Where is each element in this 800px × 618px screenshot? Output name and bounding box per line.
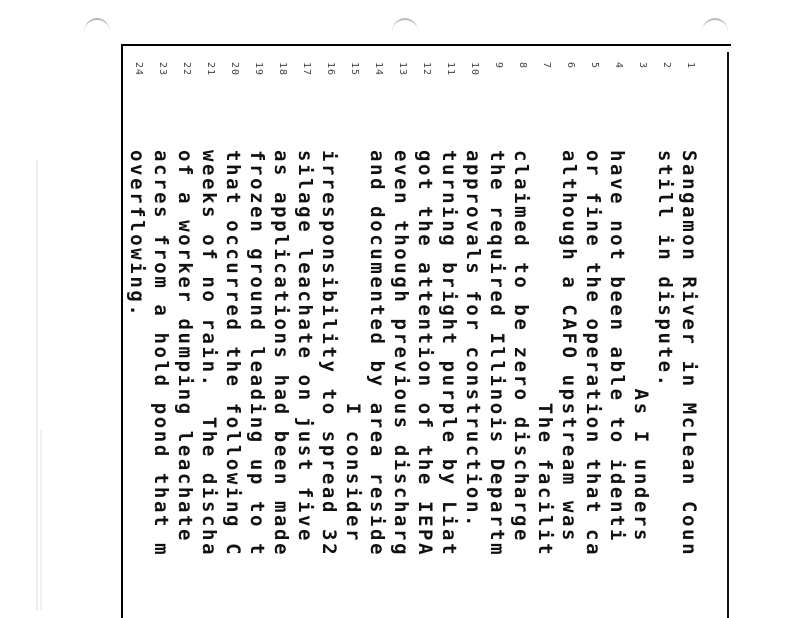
transcript-line (316, 62, 340, 618)
line-text: have not been able to identi (606, 150, 628, 544)
line-text: The facilit (534, 150, 556, 558)
scan-artifact (36, 160, 38, 610)
line-number: 12 (421, 62, 432, 77)
line-text: got the attention of the IEPA (414, 150, 436, 558)
line-text: as applications had been made (270, 150, 292, 558)
binder-hole-left (84, 18, 110, 46)
transcript-line (196, 62, 220, 618)
line-text: that occurred the following C (222, 150, 244, 558)
transcript-line (652, 62, 676, 618)
transcript-line (580, 62, 604, 618)
line-number: 1 (685, 62, 696, 70)
line-number: 2 (661, 62, 672, 70)
line-number: 22 (181, 62, 192, 77)
transcript-line (268, 62, 292, 618)
line-text: approvals for construction. (462, 150, 484, 530)
line-text: although a CAFO upstream was (558, 150, 580, 544)
line-number: 16 (325, 62, 336, 77)
line-number: 18 (277, 62, 288, 77)
line-number: 11 (445, 62, 456, 77)
transcript-line (676, 62, 700, 618)
transcript-line (412, 62, 436, 618)
line-text: turning bright purple by Liat (438, 150, 460, 558)
line-number: 24 (133, 62, 144, 77)
scan-artifact (40, 430, 42, 610)
line-text: silage leachate on just five (294, 150, 316, 544)
line-number: 8 (517, 62, 528, 70)
line-text: As I unders (630, 150, 652, 544)
transcript-line (484, 62, 508, 618)
page-right-margin-line (727, 52, 729, 618)
transcript-line (124, 62, 148, 618)
line-number: 7 (541, 62, 552, 70)
line-text: irresponsibility to spread 32 (318, 150, 340, 558)
line-number: 3 (637, 62, 648, 70)
line-text: Sangamon River in McLean Coun (678, 150, 700, 558)
line-number: 6 (565, 62, 576, 70)
transcript-line (148, 62, 172, 618)
binder-hole-right (702, 18, 728, 46)
line-number: 5 (589, 62, 600, 70)
line-number: 23 (157, 62, 168, 77)
line-number: 19 (253, 62, 264, 77)
transcript-line (244, 62, 268, 618)
line-number: 14 (373, 62, 384, 77)
transcript-line (628, 62, 652, 618)
transcript-line (172, 62, 196, 618)
line-text: acres from a hold pond that m (150, 150, 172, 558)
line-number: 17 (301, 62, 312, 77)
transcript-line (220, 62, 244, 618)
line-number: 13 (397, 62, 408, 77)
line-number: 9 (493, 62, 504, 70)
line-text: claimed to be zero discharge (510, 150, 532, 544)
binder-hole-center (392, 18, 418, 46)
transcript-line (508, 62, 532, 618)
line-number: 4 (613, 62, 624, 70)
line-text: I consider (342, 150, 364, 544)
transcript-line (436, 62, 460, 618)
line-text: weeks of no rain. The discha (198, 150, 220, 558)
line-number: 15 (349, 62, 360, 77)
transcript-line (532, 62, 556, 618)
line-text: the required Illinois Departm (486, 150, 508, 558)
line-number: 10 (469, 62, 480, 77)
transcript-line (604, 62, 628, 618)
line-number: 20 (229, 62, 240, 77)
line-number: 21 (205, 62, 216, 77)
transcript-line (292, 62, 316, 618)
line-text: and documented by area reside (366, 150, 388, 558)
line-text: or fine the operation that ca (582, 150, 604, 558)
line-text: even though previous discharg (390, 150, 412, 558)
transcript-line (460, 62, 484, 618)
line-text: overflowing. (126, 150, 148, 319)
transcript-line (340, 62, 364, 618)
transcript-line (388, 62, 412, 618)
rotated-transcript-text (120, 62, 700, 618)
line-text: of a worker dumping leachate (174, 150, 196, 544)
line-text: still in dispute. (654, 150, 676, 389)
line-text: frozen ground leading up to t (246, 150, 268, 558)
transcript-line (556, 62, 580, 618)
transcript-line (364, 62, 388, 618)
